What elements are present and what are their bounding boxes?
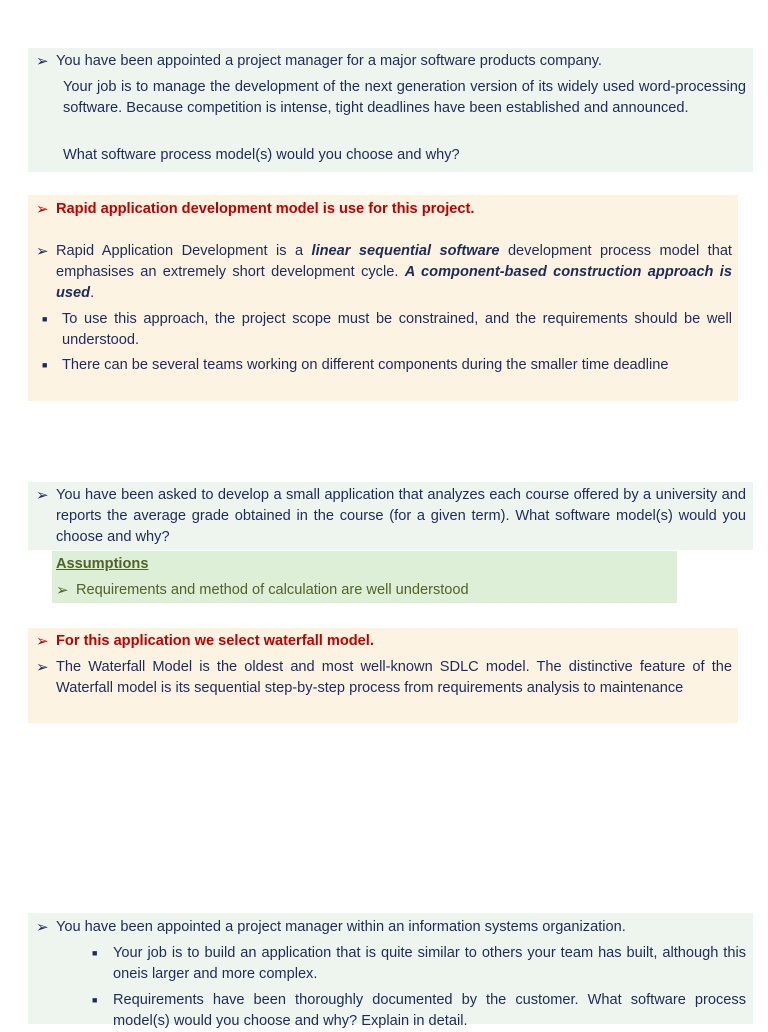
answer-block-2 <box>28 628 738 723</box>
arrow-bullet-icon: ➢ <box>36 487 49 504</box>
arrow-bullet-icon: ➢ <box>36 201 49 218</box>
question-3-bullet-1-text: Your job is to build an application that is quite similar to others your team has built, although this oneis larger and more complex. <box>113 945 746 982</box>
square-bullet-icon: ■ <box>92 995 98 1005</box>
arrow-bullet-icon: ➢ <box>36 243 49 260</box>
question-1-lead <box>36 51 748 72</box>
question-2 <box>36 485 746 548</box>
waterfall-description-text: The Waterfall Model is the oldest and most well-known SDLC model. The distinctive feature of the Waterfall model is its sequential step-by-step process from requirements analysis to maintenance <box>56 659 732 696</box>
rad-definition-text: Rapid Application Development is a linear sequential software development process model that emphasises an extremely short development cycle. A component-based construction approach is used. <box>56 243 732 301</box>
answer-block-1 <box>28 195 738 401</box>
question-1-paragraph: Your job is to manage the development of the next generation version of its widely used word-processing software. Because competition is intense, tight deadlines have been established and announced. <box>63 79 746 116</box>
question-3-lead <box>36 917 746 938</box>
question-3-bullet-1 <box>92 943 746 985</box>
question-block-1 <box>28 48 753 172</box>
question-block-2 <box>28 482 753 550</box>
waterfall-description <box>36 657 732 699</box>
rad-bullet-1-text: To use this approach, the project scope must be constrained, and the requirements should be well understood. <box>62 311 732 348</box>
question-1-lead-text: You have been appointed a project manager for a major software products company. <box>56 53 602 69</box>
rad-bullet-1 <box>42 309 732 351</box>
arrow-bullet-icon: ➢ <box>36 659 49 676</box>
arrow-bullet-icon: ➢ <box>36 53 49 70</box>
rad-definition <box>36 241 732 304</box>
square-bullet-icon: ■ <box>92 948 98 958</box>
rad-bullet-2 <box>42 355 732 376</box>
answer-2-headline <box>36 631 732 652</box>
question-2-text: You have been asked to develop a small application that analyzes each course offered by a university and reports the average grade obtained in the course (for a given term). What software model(s) would you choose and why? <box>56 487 746 545</box>
question-3-bullet-2 <box>92 990 746 1032</box>
arrow-bullet-icon: ➢ <box>56 582 69 599</box>
assumption-item <box>56 580 671 601</box>
assumptions-title: Assumptions <box>56 556 149 572</box>
assumptions-box <box>52 551 677 603</box>
arrow-bullet-icon: ➢ <box>36 633 49 650</box>
answer-1-headline <box>36 199 732 220</box>
rad-bullet-2-text: There can be several teams working on different components during the smaller time deadline <box>62 357 669 373</box>
assumption-text: Requirements and method of calculation are well understood <box>76 582 469 598</box>
question-3-lead-text: You have been appointed a project manager within an information systems organization. <box>56 919 626 935</box>
answer-2-headline-text: For this application we select waterfall model. <box>56 633 374 649</box>
square-bullet-icon: ■ <box>42 360 48 370</box>
square-bullet-icon: ■ <box>42 314 48 324</box>
answer-1-headline-text: Rapid application development model is use for this project. <box>56 201 475 217</box>
question-3-bullet-2-text: Requirements have been thoroughly documented by the customer. What software process model(s) would you choose and why? Explain in detail. <box>113 992 746 1029</box>
question-1-prompt: What software process model(s) would you choose and why? <box>63 147 460 163</box>
arrow-bullet-icon: ➢ <box>36 919 49 936</box>
question-block-3 <box>28 913 753 1029</box>
